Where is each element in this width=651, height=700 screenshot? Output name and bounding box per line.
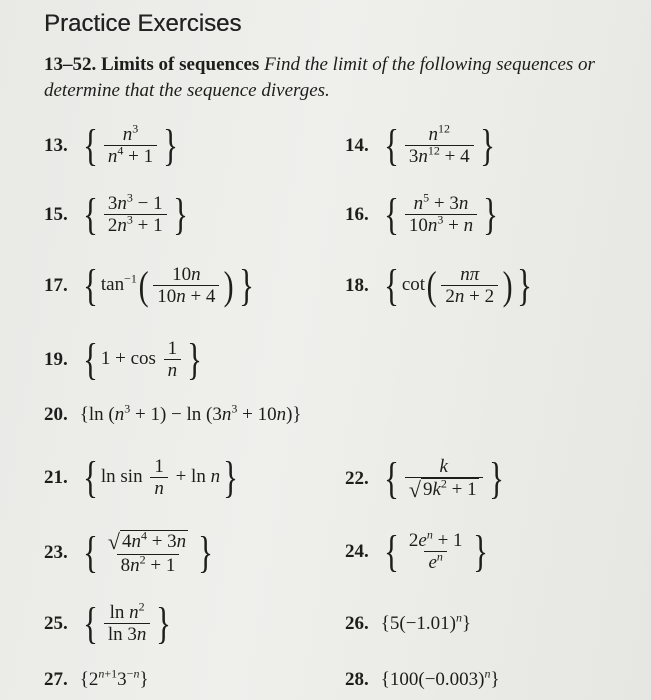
- exercise-instruction: Find the limit of the following sequences or determine that the sequence diverges.: [44, 54, 595, 101]
- exercise-number: 16.: [345, 203, 369, 225]
- exercise-number: 24.: [345, 540, 369, 562]
- exercise-range: 13–52.: [44, 54, 97, 75]
- expression: {ln $(n^3 + 1) - \ln (3n^3 + 10n)$}: [79, 401, 302, 425]
- exercise-14: [345, 120, 498, 170]
- exercise-27: [44, 666, 149, 691]
- exercise-number: 14.: [345, 134, 369, 156]
- expression: { 1 + cos $\frac{1}{n}$ }: [82, 334, 203, 384]
- expression: { $\frac{n^{12}}{3n^{12} + 4}$ }: [383, 120, 495, 170]
- expression: { √ $4n^4 + 3n$ $8n^2 + 1$ }: [82, 528, 214, 577]
- exercise-number: 21.: [44, 466, 68, 488]
- expression: { $\frac{2e^n + 1}{e^n}$ }: [383, 526, 488, 576]
- exercise-topic: Limits of sequences: [101, 54, 260, 75]
- expression: { $\frac{3n^3 - 1}{2n^3 + 1}$ }: [82, 189, 188, 239]
- expression: { $\frac{n^5 + 3n}{10n^3 + n}$ }: [383, 189, 499, 239]
- exercise-22: [345, 456, 507, 502]
- exercise-number: 13.: [44, 134, 68, 156]
- exercise-18: [345, 260, 536, 310]
- exercise-28: [345, 666, 500, 691]
- expression: { cot( $\frac{n\pi}{2n + 2}$ ) }: [383, 260, 533, 310]
- exercise-number: 28.: [345, 669, 369, 690]
- exercise-26: [345, 610, 472, 635]
- exercise-16: [345, 189, 501, 239]
- expression: { $\frac{n^3}{n^4 + 1}$ }: [82, 120, 179, 170]
- exercise-number: 20.: [44, 404, 68, 425]
- exercise-24: [345, 526, 491, 576]
- expression: { $\tan^{-1}$( $\frac{10n}{10n + 4}$ ) }: [82, 260, 254, 310]
- instructions: [44, 52, 644, 104]
- expression: { ln sin $\frac{1}{n}$ + ln n}: [82, 452, 239, 502]
- exercise-number: 27.: [44, 669, 68, 690]
- exercise-13: [44, 120, 181, 170]
- exercise-23: [44, 530, 216, 576]
- expression: $\{2^{n+1}3^{-n}\}$: [79, 666, 149, 690]
- exercise-number: 23.: [44, 542, 68, 563]
- expression: $\{5(-1.01)^n\}$: [380, 610, 472, 634]
- exercise-number: 19.: [44, 348, 68, 370]
- exercise-number: 26.: [345, 613, 369, 634]
- exercise-25: [44, 598, 175, 648]
- exercise-number: 15.: [44, 203, 68, 225]
- exercise-19: [44, 334, 205, 384]
- exercise-15: [44, 189, 191, 239]
- expression: { $\frac{\ln n^2}{\ln 3n}$ }: [82, 598, 172, 648]
- exercise-20: [44, 401, 302, 426]
- exercise-number: 25.: [44, 612, 68, 634]
- section-heading: Practice Exercises: [44, 10, 242, 37]
- exercise-17: [44, 260, 257, 310]
- exercise-21: [44, 452, 241, 502]
- expression: $\{100(-0.003)^n\}$: [380, 666, 500, 690]
- expression: { k √ $9k^2 + 1$ }: [383, 454, 504, 503]
- exercise-number: 22.: [345, 468, 369, 489]
- exercise-number: 17.: [44, 274, 68, 296]
- exercise-number: 18.: [345, 274, 369, 296]
